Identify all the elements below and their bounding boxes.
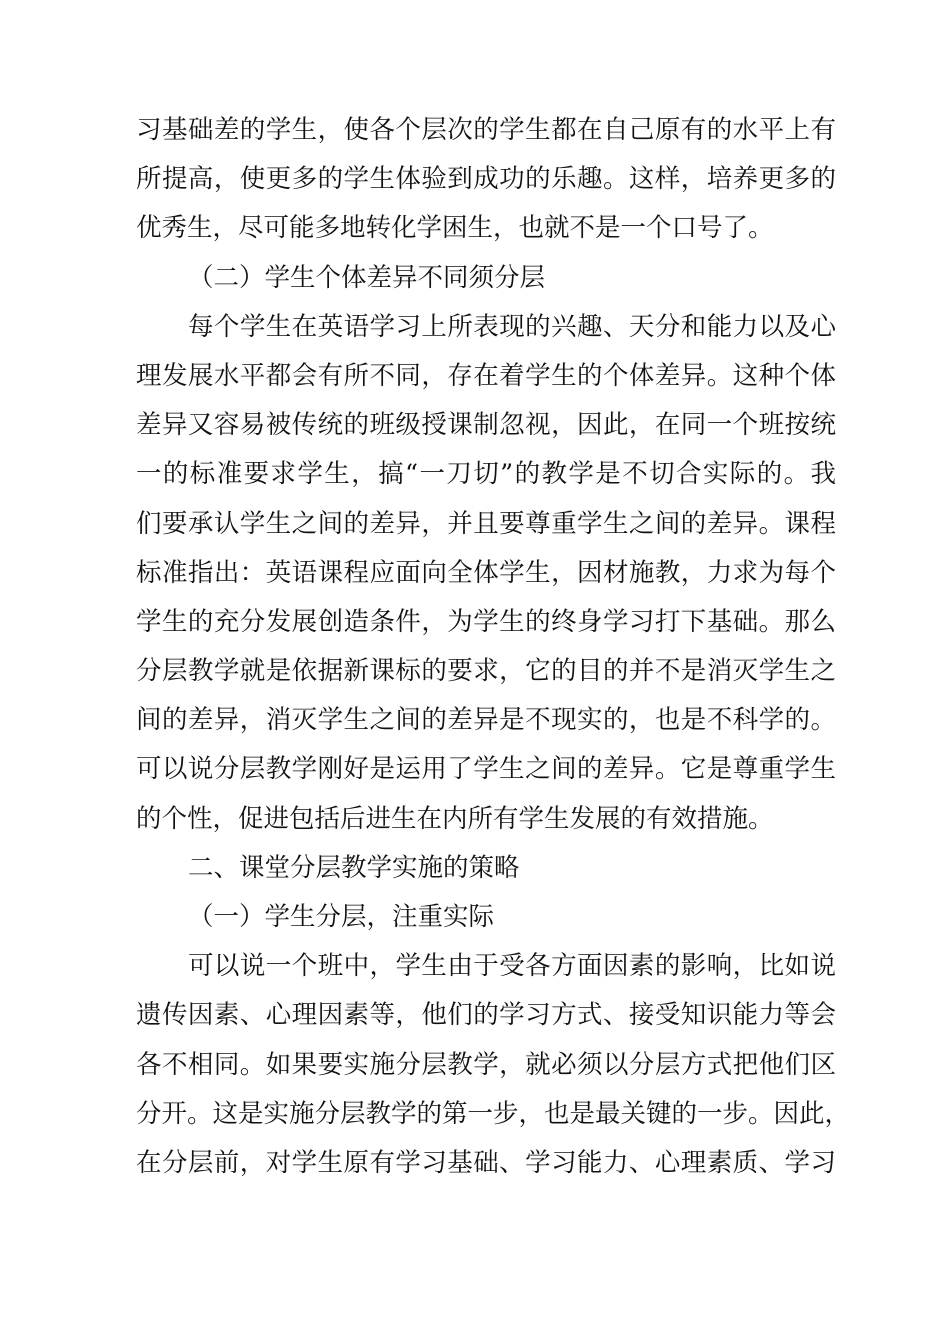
text-line: 遗传因素、心理因素等，他们的学习方式、接受知识能力等会 [136, 1000, 836, 1031]
text-line: 在分层前，对学生原有学习基础、学习能力、心理素质、学习 [136, 1147, 836, 1178]
text-line: 各不相同。如果要实施分层教学，就必须以分层方式把他们区 [136, 1049, 836, 1080]
text-line: 可以说分层教学刚好是运用了学生之间的差异。它是尊重学生 [136, 754, 836, 785]
text-line: 习基础差的学生，使各个层次的学生都在自己原有的水平上有 [136, 115, 836, 145]
section-heading: （一）学生分层，注重实际 [188, 902, 495, 932]
text-line: 的个性，促进包括后进生在内所有学生发展的有效措施。 [136, 803, 774, 834]
text-line: 们要承认学生之间的差异，并且要尊重学生之间的差异。课程 [136, 508, 836, 539]
section-heading: （二）学生个体差异不同须分层 [188, 262, 546, 293]
text-line: 所提高，使更多的学生体验到成功的乐趣。这样，培养更多的 [136, 164, 836, 195]
text-line: 每个学生在英语学习上所表现的兴趣、天分和能力以及心 [188, 311, 836, 342]
text-line: 标准指出：英语课程应面向全体学生，因材施教，力求为每个 [136, 557, 836, 588]
text-line: 差异又容易被传统的班级授课制忽视，因此，在同一个班按统 [136, 410, 836, 441]
text-line: 间的差异，消灭学生之间的差异是不现实的，也是不科学的。 [136, 705, 836, 736]
text-line: 优秀生，尽可能多地转化学困生，也就不是一个口号了。 [136, 213, 774, 244]
text-line: 一的标准要求学生，搞“一刀切”的教学是不切合实际的。我 [136, 459, 836, 490]
section-heading: 二、课堂分层教学实施的策略 [188, 852, 520, 883]
document-page [136, 106, 851, 1188]
text-line: 分层教学就是依据新课标的要求，它的目的并不是消灭学生之 [136, 656, 836, 687]
text-line: 分开。这是实施分层教学的第一步，也是最关键的一步。因此， [136, 1098, 851, 1129]
text-line: 理发展水平都会有所不同，存在着学生的个体差异。这种个体 [136, 360, 836, 391]
text-line: 可以说一个班中，学生由于受各方面因素的影响，比如说 [188, 951, 836, 982]
text-line: 学生的充分发展创造条件，为学生的终身学习打下基础。那么 [136, 606, 836, 637]
